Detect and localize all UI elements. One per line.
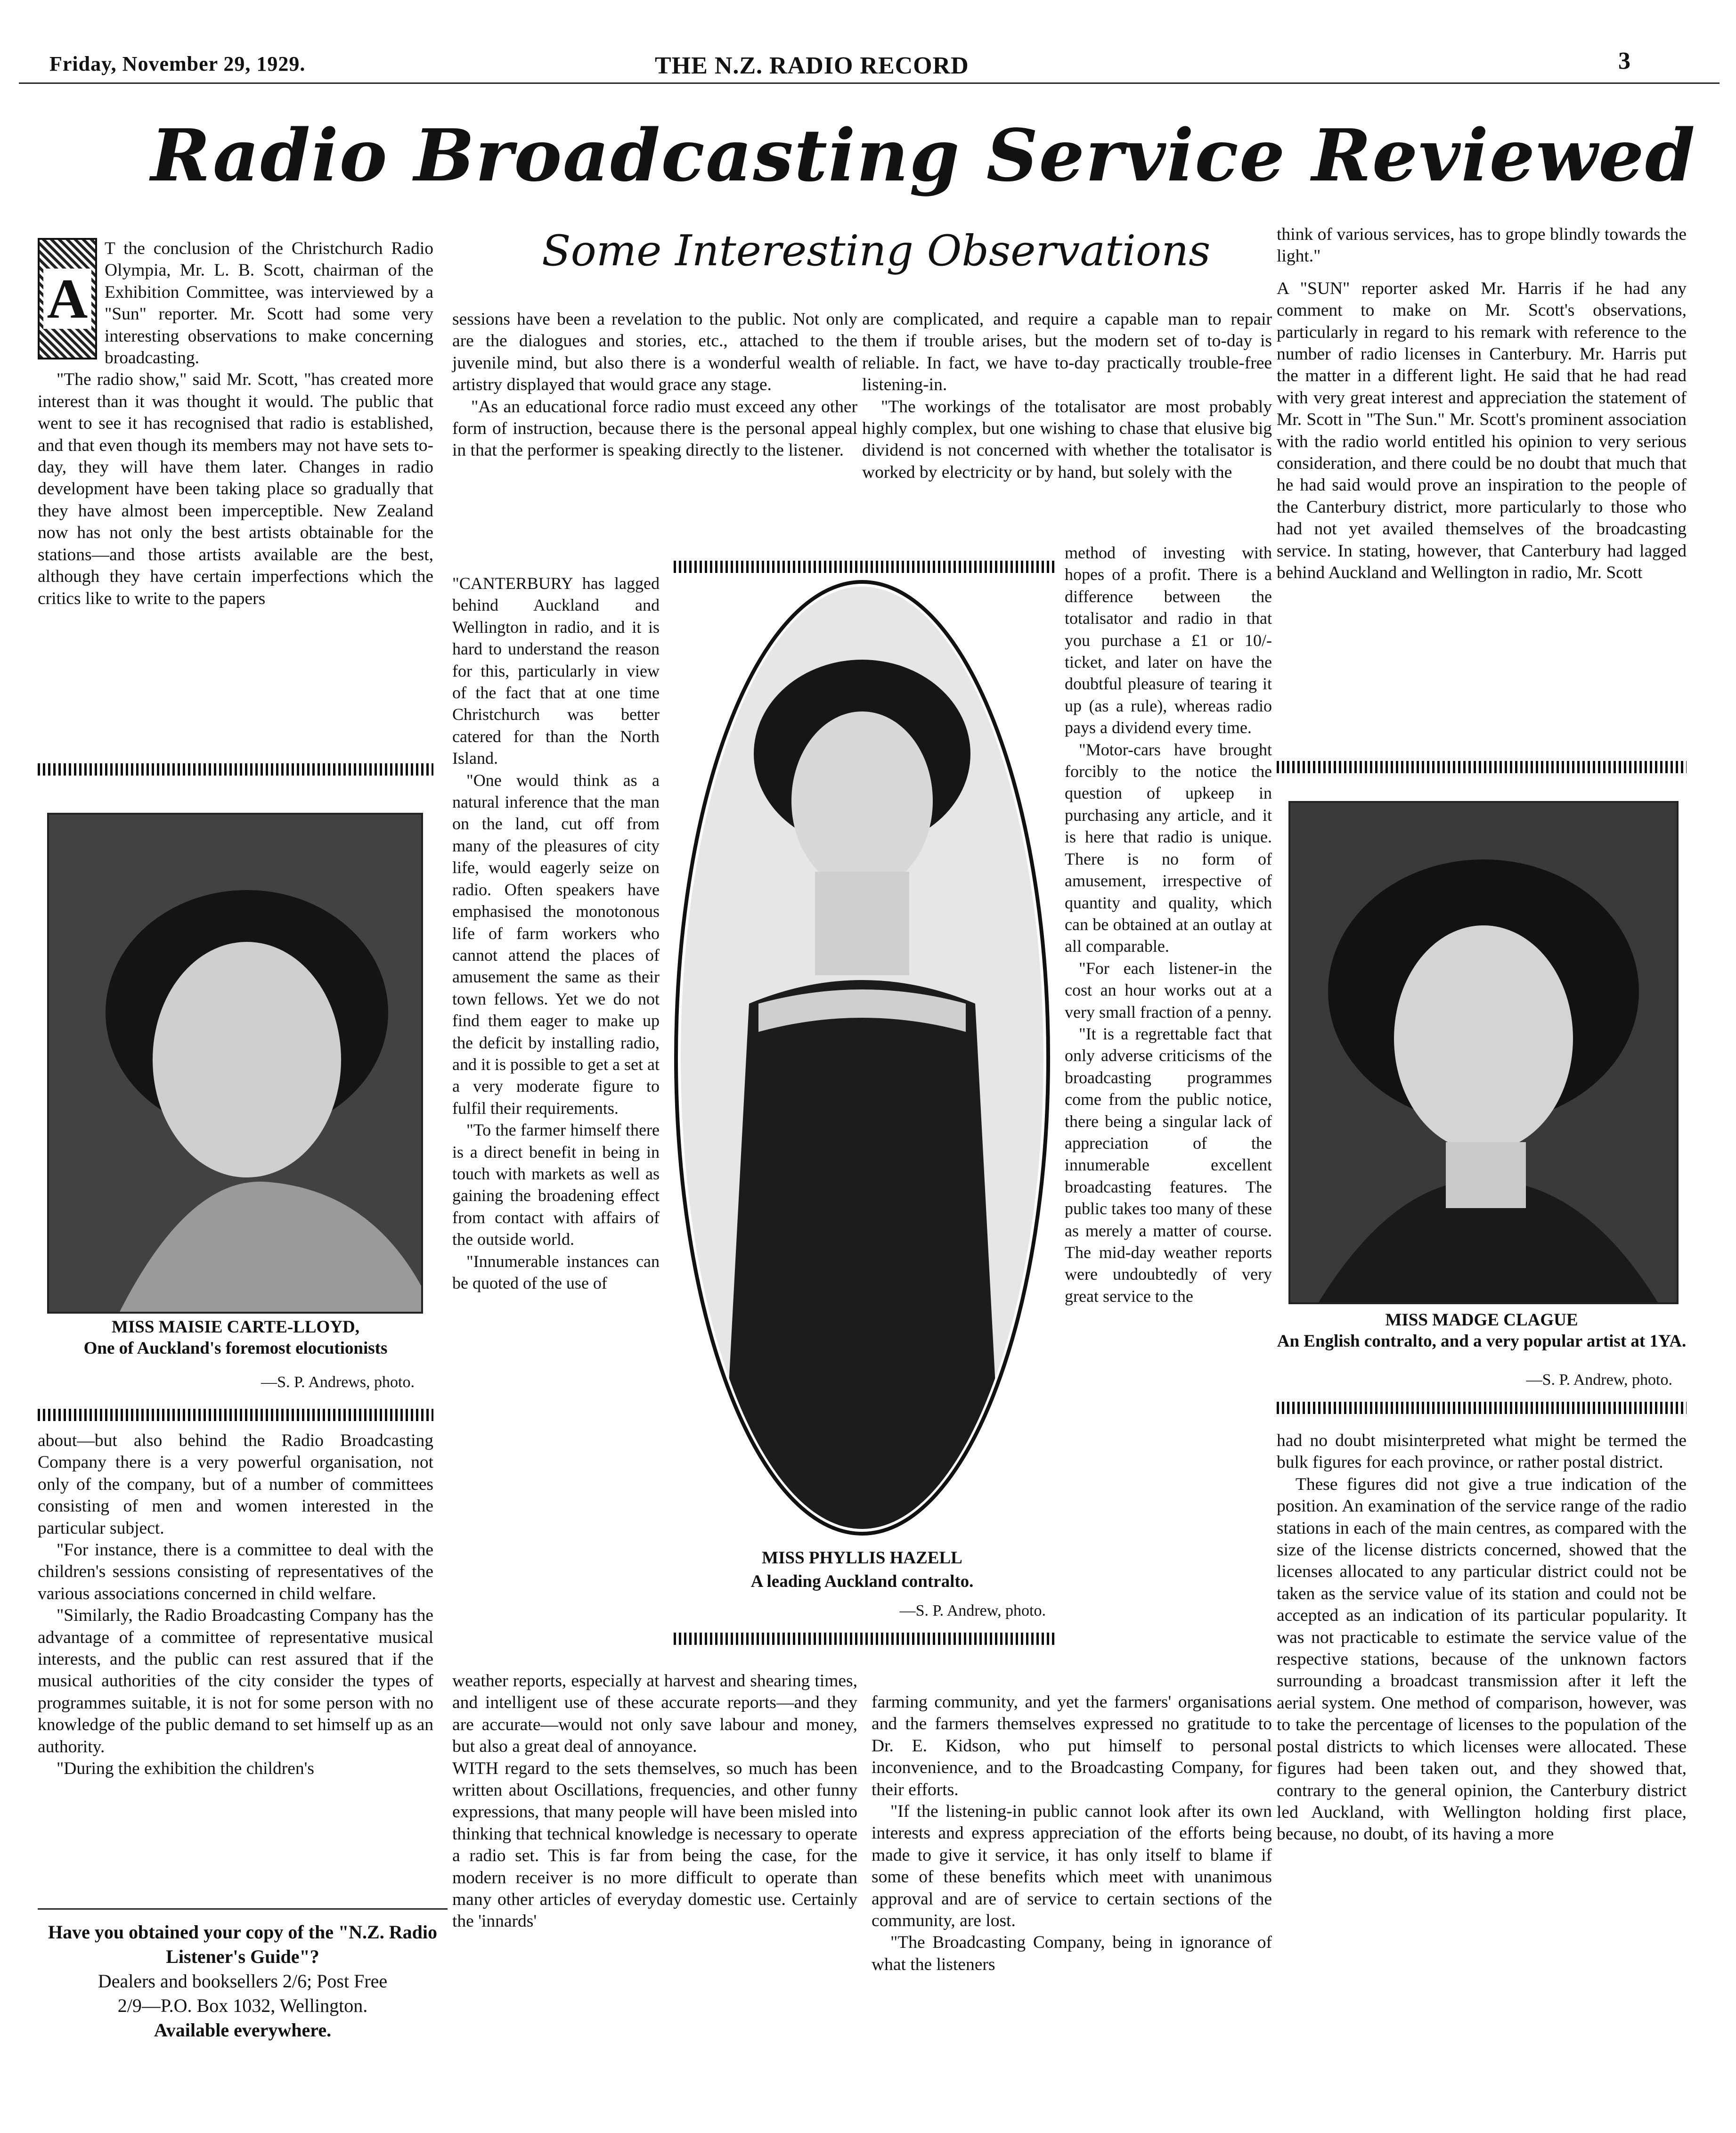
paragraph: had no doubt misinterpreted what might be termed the bulk figures for each province, or rather postal district. <box>1277 1431 1687 1472</box>
paragraph: T the conclusion of the Christchurch Radio Olympia, Mr. L. B. Scott, chairman of the Exhibition Committee, was interviewed by a "Sun" reporter. Mr. Scott had some very interesting observations to make concerning broadcasting. <box>105 239 433 368</box>
caption-center-desc: A leading Auckland contralto. <box>750 1572 974 1591</box>
photo-carte-lloyd <box>47 813 423 1314</box>
ornamental-dropcap: A <box>38 238 97 360</box>
paragraph: "Motor-cars have brought forcibly to the notice the question of upkeep in purchasing any article, and it is here that radio is unique. There is no form of amusement, irrespective of quantity and quality, which can be obtained at an outlay at all comparable. <box>1065 740 1272 956</box>
col1-bottom <box>38 1430 433 1780</box>
paragraph: sessions have been a revelation to the public. Not only are the dialogues and stories, etc., attached to the juvenile mind, but also there is a wonderful wealth of artistry displayed that would grace any stage. <box>452 310 857 395</box>
col2-mid <box>452 572 660 1294</box>
paragraph: "To the farmer himself there is a direct benefit in being in touch with markets as well as gaining the broadening effect from contact with affairs of the outside world. <box>452 1120 660 1249</box>
col3-bottom <box>872 1692 1272 1976</box>
divider <box>674 561 1055 573</box>
caption-left-desc: One of Auckland's foremost elocutionists <box>83 1339 388 1358</box>
caption-right-desc: An English contralto, and a very popular artist at 1YA. <box>1277 1332 1687 1351</box>
divider <box>38 1409 433 1421</box>
paragraph: "For each listener-in the cost an hour works out at a very small fraction of a penny. <box>1065 958 1272 1022</box>
paragraph: "The workings of the totalisator are most probably highly complex, but one wishing to chase that elusive big dividend is not concerned with whether the totalisator is worked by electricity or by hand, but solely with the <box>862 397 1272 482</box>
paragraph: "During the exhibition the children's <box>57 1759 314 1779</box>
divider <box>38 763 433 776</box>
paragraph: think of various services, has to grope blindly towards the light." <box>1277 225 1687 266</box>
masthead: THE N.Z. RADIO RECORD <box>655 52 969 79</box>
divider <box>1277 1402 1687 1414</box>
paragraph: These figures did not give a true indication of the position. An examination of the service range of the radio stations in each of the main centres, as compared with the size of the license districts concerned, showed that the licenses allocated to any particular district could not be taken as the service value of its station and could not be accepted as an indication of its particular popularity. It was not practicable to estimate the service value of the respective stations, because of the unknown factors surrounding a broadcast transmission after it left the aerial system. One method of comparison, however, was to take the percentage of licenses to the population of the postal districts to which licenses were allocated. These figures had been taken out, and they showed that, contrary to the general opinion, the Canterbury district led Auckland, with Wellington holding first place, because, no doubt, of its having a more <box>1277 1474 1687 1844</box>
paragraph: "The radio show," said Mr. Scott, "has created more interest than it was thought it would. The public that went to see it has recognised that radio is established, and that even though its members may not have sets to-day, they will have them later. Changes in radio development have been taking place so gradually that they have almost been imperceptible. New Zealand now has not only the best artists obtainable for the stations—and those artists available are the best, although they have certain imperfections which the critics like to write to the papers <box>38 370 433 608</box>
paragraph: "CANTERBURY has lagged behind Auckland and Wellington in radio, and it is hard to understand the reason for this, particularly in view of the fact that at one time Christchurch was better catered for than the North Island. <box>452 574 660 768</box>
paragraph: are complicated, and require a capable man to repair them if trouble arises, but the modern set of to-day is reliable. In fact, we have to-day practically trouble-free listening-in. <box>862 310 1272 395</box>
paragraph: "If the listening-in public cannot look after its own interests and express appreciation of the efforts being made to give it service, it has only itself to blame if some of these benefits which meet with unanimous approval and are of service to certain sections of the community, are lost. <box>872 1802 1272 1931</box>
paragraph: weather reports, especially at harvest and shearing times, and intelligent use of these accurate reports—and they are accurate—would not only save labour and money, but also a great deal of annoyance. <box>452 1671 857 1757</box>
divider <box>674 1633 1055 1645</box>
caption-left-name: MISS MAISIE CARTE-LLOYD, <box>111 1317 360 1337</box>
paragraph: "For instance, there is a committee to deal with the children's sessions consisting of representatives of the various associations concerned in child welfare. <box>38 1540 433 1603</box>
paragraph: "Similarly, the Radio Broadcasting Company has the advantage of a committee of representative musical interests, and the public can rest assured that if the musical authorities of the city consider the types of programmes suitable, it is not for some person with no knowledge of the public demand to set himself up as an authority. <box>38 1606 433 1757</box>
col3-top <box>862 309 1272 483</box>
caption-center-name: MISS PHYLLIS HAZELL <box>762 1548 962 1568</box>
col2-bottom <box>452 1670 857 1933</box>
ad-rule <box>38 1908 448 1910</box>
caption-center-credit: —S. P. Andrew, photo. <box>899 1602 1046 1619</box>
col5-bottom <box>1277 1430 1687 1846</box>
paragraph: "Innumerable instances can be quoted of the use of <box>452 1251 660 1292</box>
header-rule <box>19 82 1720 84</box>
paragraph: farming community, and yet the farmers' organisations and the farmers themselves expressed no gratitude to Dr. E. Kidson, who put himself to personal inconvenience, and to the Broadcasting Company, for their efforts. <box>872 1692 1272 1799</box>
paragraph: "One would think as a natural inference that the man on the land, cut off from many of the pleasures of city life, would eagerly seize on radio. Often speakers have emphasised the monotonous life of farm workers who cannot attend the places of amusement the same as their town fellows. Yet we do not find them eager to make up the deficit by installing radio, and it is possible to get a set at a very moderate figure to fulfil their requirements. <box>452 770 660 1118</box>
col5-top <box>1277 224 1687 584</box>
paragraph: A "SUN" reporter asked Mr. Harris if he had any comment to make on Mr. Scott's observations, particularly in regard to his remark with reference to the number of radio licenses in Canterbury. Mr. Harris put the matter in a different light. He said that he had read with very great interest and appreciation the statement of Mr. Scott in "The Sun." Mr. Scott's prominent association with the radio world entitled his opinion to very serious consideration, and there could be no doubt that much that he had said would prove an inspiration to the people of the Canterbury district, more particularly to those who had not yet availed themselves of the broadcasting service. In stating, however, that Canterbury had lagged behind Auckland and Wellington in radio, Mr. Scott <box>1277 278 1687 583</box>
photo-clague <box>1288 801 1679 1304</box>
caption-left-credit: —S. P. Andrews, photo. <box>261 1373 415 1391</box>
paragraph: "It is a regrettable fact that only adverse criticisms of the broadcasting programmes come from the public notice, there being a singular lack of appreciation of the innumerable excellent broadcasting features. The public takes too many of these as merely a matter of course. The mid-day weather reports were undoubtedly of very great service to the <box>1065 1024 1272 1306</box>
subheadline: Some Interesting Observations <box>542 226 1211 276</box>
paragraph: method of investing with hopes of a profit. There is a difference between the totalisator and radio in that you purchase a £1 or 10/- ticket, and later on have the doubtful pleasure of tearing it up (as a rule), whereas radio pays a dividend every time. <box>1065 543 1272 737</box>
paragraph: "As an educational force radio must exceed any other form of instruction, because there is the personal appeal in that the performer is speaking directly to the listener. <box>452 397 857 460</box>
guide-advert: Have you obtained your copy of the "N.Z. Radio Listener's Guide"? Dealers and booksellers 2/6; Post Free 2/9—P.O. Box 1032, Wellington. Available everywhere. <box>48 1921 437 2041</box>
issue-date: Friday, November 29, 1929. <box>49 52 306 75</box>
photo-hazell <box>674 580 1051 1536</box>
caption-right-name: MISS MADGE CLAGUE <box>1385 1310 1578 1330</box>
paragraph: about—but also behind the Radio Broadcasting Company there is a very powerful organisation, not only of the company, but of a number of committees consisting of men and women interested in the particular subject. <box>38 1431 433 1538</box>
headline: Radio Broadcasting Service Reviewed <box>151 113 1696 197</box>
col4 <box>1065 542 1272 1307</box>
col2-top <box>452 309 857 462</box>
page-number: 3 <box>1618 48 1631 74</box>
caption-right-credit: —S. P. Andrew, photo. <box>1526 1371 1672 1389</box>
paragraph: WITH regard to the sets themselves, so much has been written about Oscillations, frequencies, and other funny expressions, that many people will have been misled into thinking that technical knowledge is necessary to operate a radio set. This is far from being the case, for the modern receiver is no more difficult to operate than many other articles of everyday domestic use. Certainly the 'innards' <box>452 1758 857 1931</box>
col1-top <box>38 238 433 610</box>
paragraph: "The Broadcasting Company, being in ignorance of what the listeners <box>872 1933 1272 1974</box>
divider <box>1277 761 1687 773</box>
